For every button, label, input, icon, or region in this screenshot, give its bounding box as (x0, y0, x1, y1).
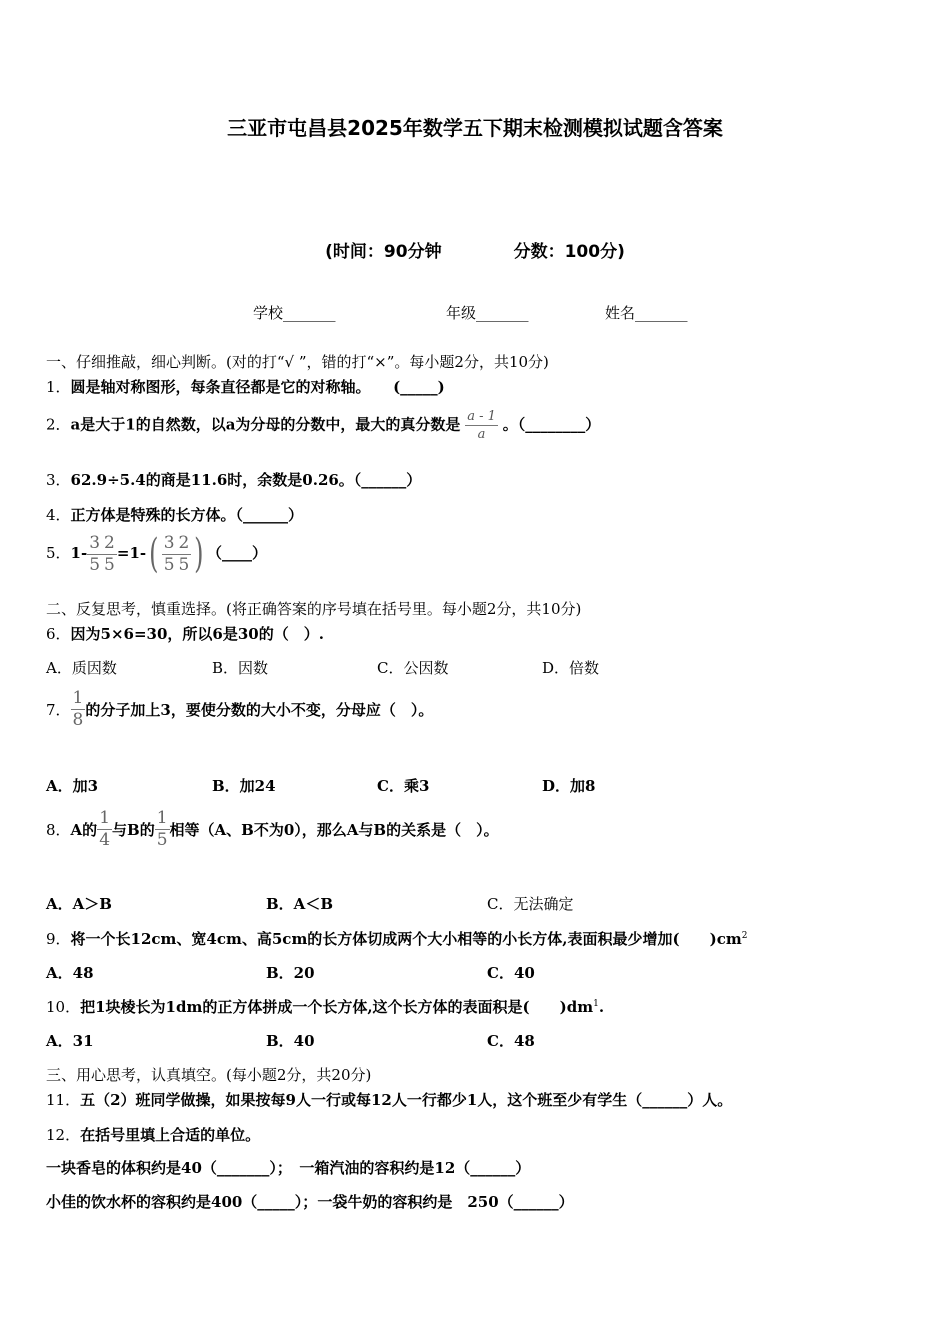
question-12-line-2: 小佳的饮水杯的容积约是400（_____）；一袋牛奶的容积约是 250（______） (46, 1193, 574, 1211)
exam-score: 分数：100分) (513, 242, 625, 262)
fraction: $\frac{3}{5}$ (89, 532, 101, 575)
question-1: 1．圆是轴对称图形，每条直径都是它的对称轴。 (_____) (46, 378, 445, 396)
question-12: 12．在括号里填上合适的单位。 (46, 1126, 261, 1144)
question-9: 9．将一个长12cm、宽4cm、高5cm的长方体切成两个大小相等的小长方体,表面积最少增加( )$cm^2$ (46, 930, 748, 948)
fraction: $\frac{a - 1}{a}$ (467, 409, 496, 442)
option-b[interactable]: B．40 (266, 1032, 315, 1050)
fraction: $\frac{3}{5}$ (163, 532, 175, 575)
option-a[interactable]: A．质因数 (46, 659, 117, 677)
option-d[interactable]: D．倍数 (542, 659, 600, 677)
question-7: 7． $\frac{1}{8}$ 的分子加上3，要使分数的大小不变，分母应（ ）。 (46, 688, 434, 730)
question-11: 11．五（2）班同学做操，如果按每9人一行或每12人一行都少1人，这个班至少有学生（______）人。 (46, 1091, 733, 1109)
name-field: 姓名_______ (605, 304, 688, 322)
fraction: $\frac{2}{5}$ (104, 532, 115, 575)
question-5: 5．1- $\frac{3}{5}$ $\frac{2}{5}$ =1-( $\frac{3}{5}$ $\frac{2}{5}$ ) （____） (46, 531, 267, 577)
option-c[interactable]: C．40 (487, 964, 535, 982)
page-title: 三亚市屯昌县2025年数学五下期末检测模拟试题含答案 (227, 116, 723, 140)
question-10: 10．把1块棱长为1dm的正方体拼成一个长方体,这个长方体的表面积是( )$dm^1$. (46, 998, 605, 1016)
school-field: 学校_______ (253, 304, 336, 322)
option-b[interactable]: B．20 (266, 964, 315, 982)
section-2-heading: 二、反复思考，慎重选择。(将正确答案的序号填在括号里。每小题2分，共10分) (46, 600, 582, 618)
option-c[interactable]: C．无法确定 (487, 895, 574, 913)
left-paren-icon: ( (149, 531, 159, 577)
fraction: $\frac{1}{8}$ (72, 688, 84, 730)
question-6: 6．因为5×6=30，所以6是30的（ ）. (46, 625, 324, 643)
option-a[interactable]: A．加3 (46, 777, 99, 795)
fraction: $\frac{2}{5}$ (178, 532, 190, 575)
question-4: 4．正方体是特殊的长方体。（______） (46, 506, 304, 524)
option-b[interactable]: B．因数 (212, 659, 269, 677)
option-a[interactable]: A．A＞B (46, 895, 112, 913)
section-3-heading: 三、用心思考，认真填空。(每小题2分，共20分) (46, 1066, 372, 1084)
question-12-line-1: 一块香皂的体积约是40（_______）； 一箱汽油的容积约是12（______） (46, 1159, 531, 1177)
grade-field: 年级_______ (446, 304, 529, 322)
fraction: $\frac{1}{4}$ (99, 808, 111, 850)
option-d[interactable]: D．加8 (542, 777, 596, 795)
fraction: $\frac{1}{5}$ (156, 808, 168, 850)
option-b[interactable]: B．A＜B (266, 895, 333, 913)
right-paren-icon: ) (194, 531, 204, 577)
option-c[interactable]: C．48 (487, 1032, 535, 1050)
exam-meta (0, 237, 950, 262)
question-3: 3．62.9÷5.4的商是11.6时，余数是0.26。（______） (46, 471, 422, 489)
option-a[interactable]: A．31 (46, 1032, 94, 1050)
section-1-heading: 一、仔细推敲，细心判断。(对的打“√ ”，错的打“×”。每小题2分，共10分) (46, 353, 549, 371)
option-b[interactable]: B．加24 (212, 777, 276, 795)
option-a[interactable]: A．48 (46, 964, 94, 982)
option-c[interactable]: C．乘3 (377, 777, 430, 795)
option-c[interactable]: C．公因数 (377, 659, 449, 677)
question-2: 2．a是大于1的自然数，以a为分母的分数中，最大的真分数是 $\frac{a - 1}{a}$ 。（________） (46, 409, 601, 442)
question-8: 8．A的 $\frac{1}{4}$ 与B的 $\frac{1}{5}$ 相等（A、B不为0），那么A与B的关系是（ ）。 (46, 808, 499, 850)
exam-time: (时间：90分钟 (325, 242, 442, 262)
